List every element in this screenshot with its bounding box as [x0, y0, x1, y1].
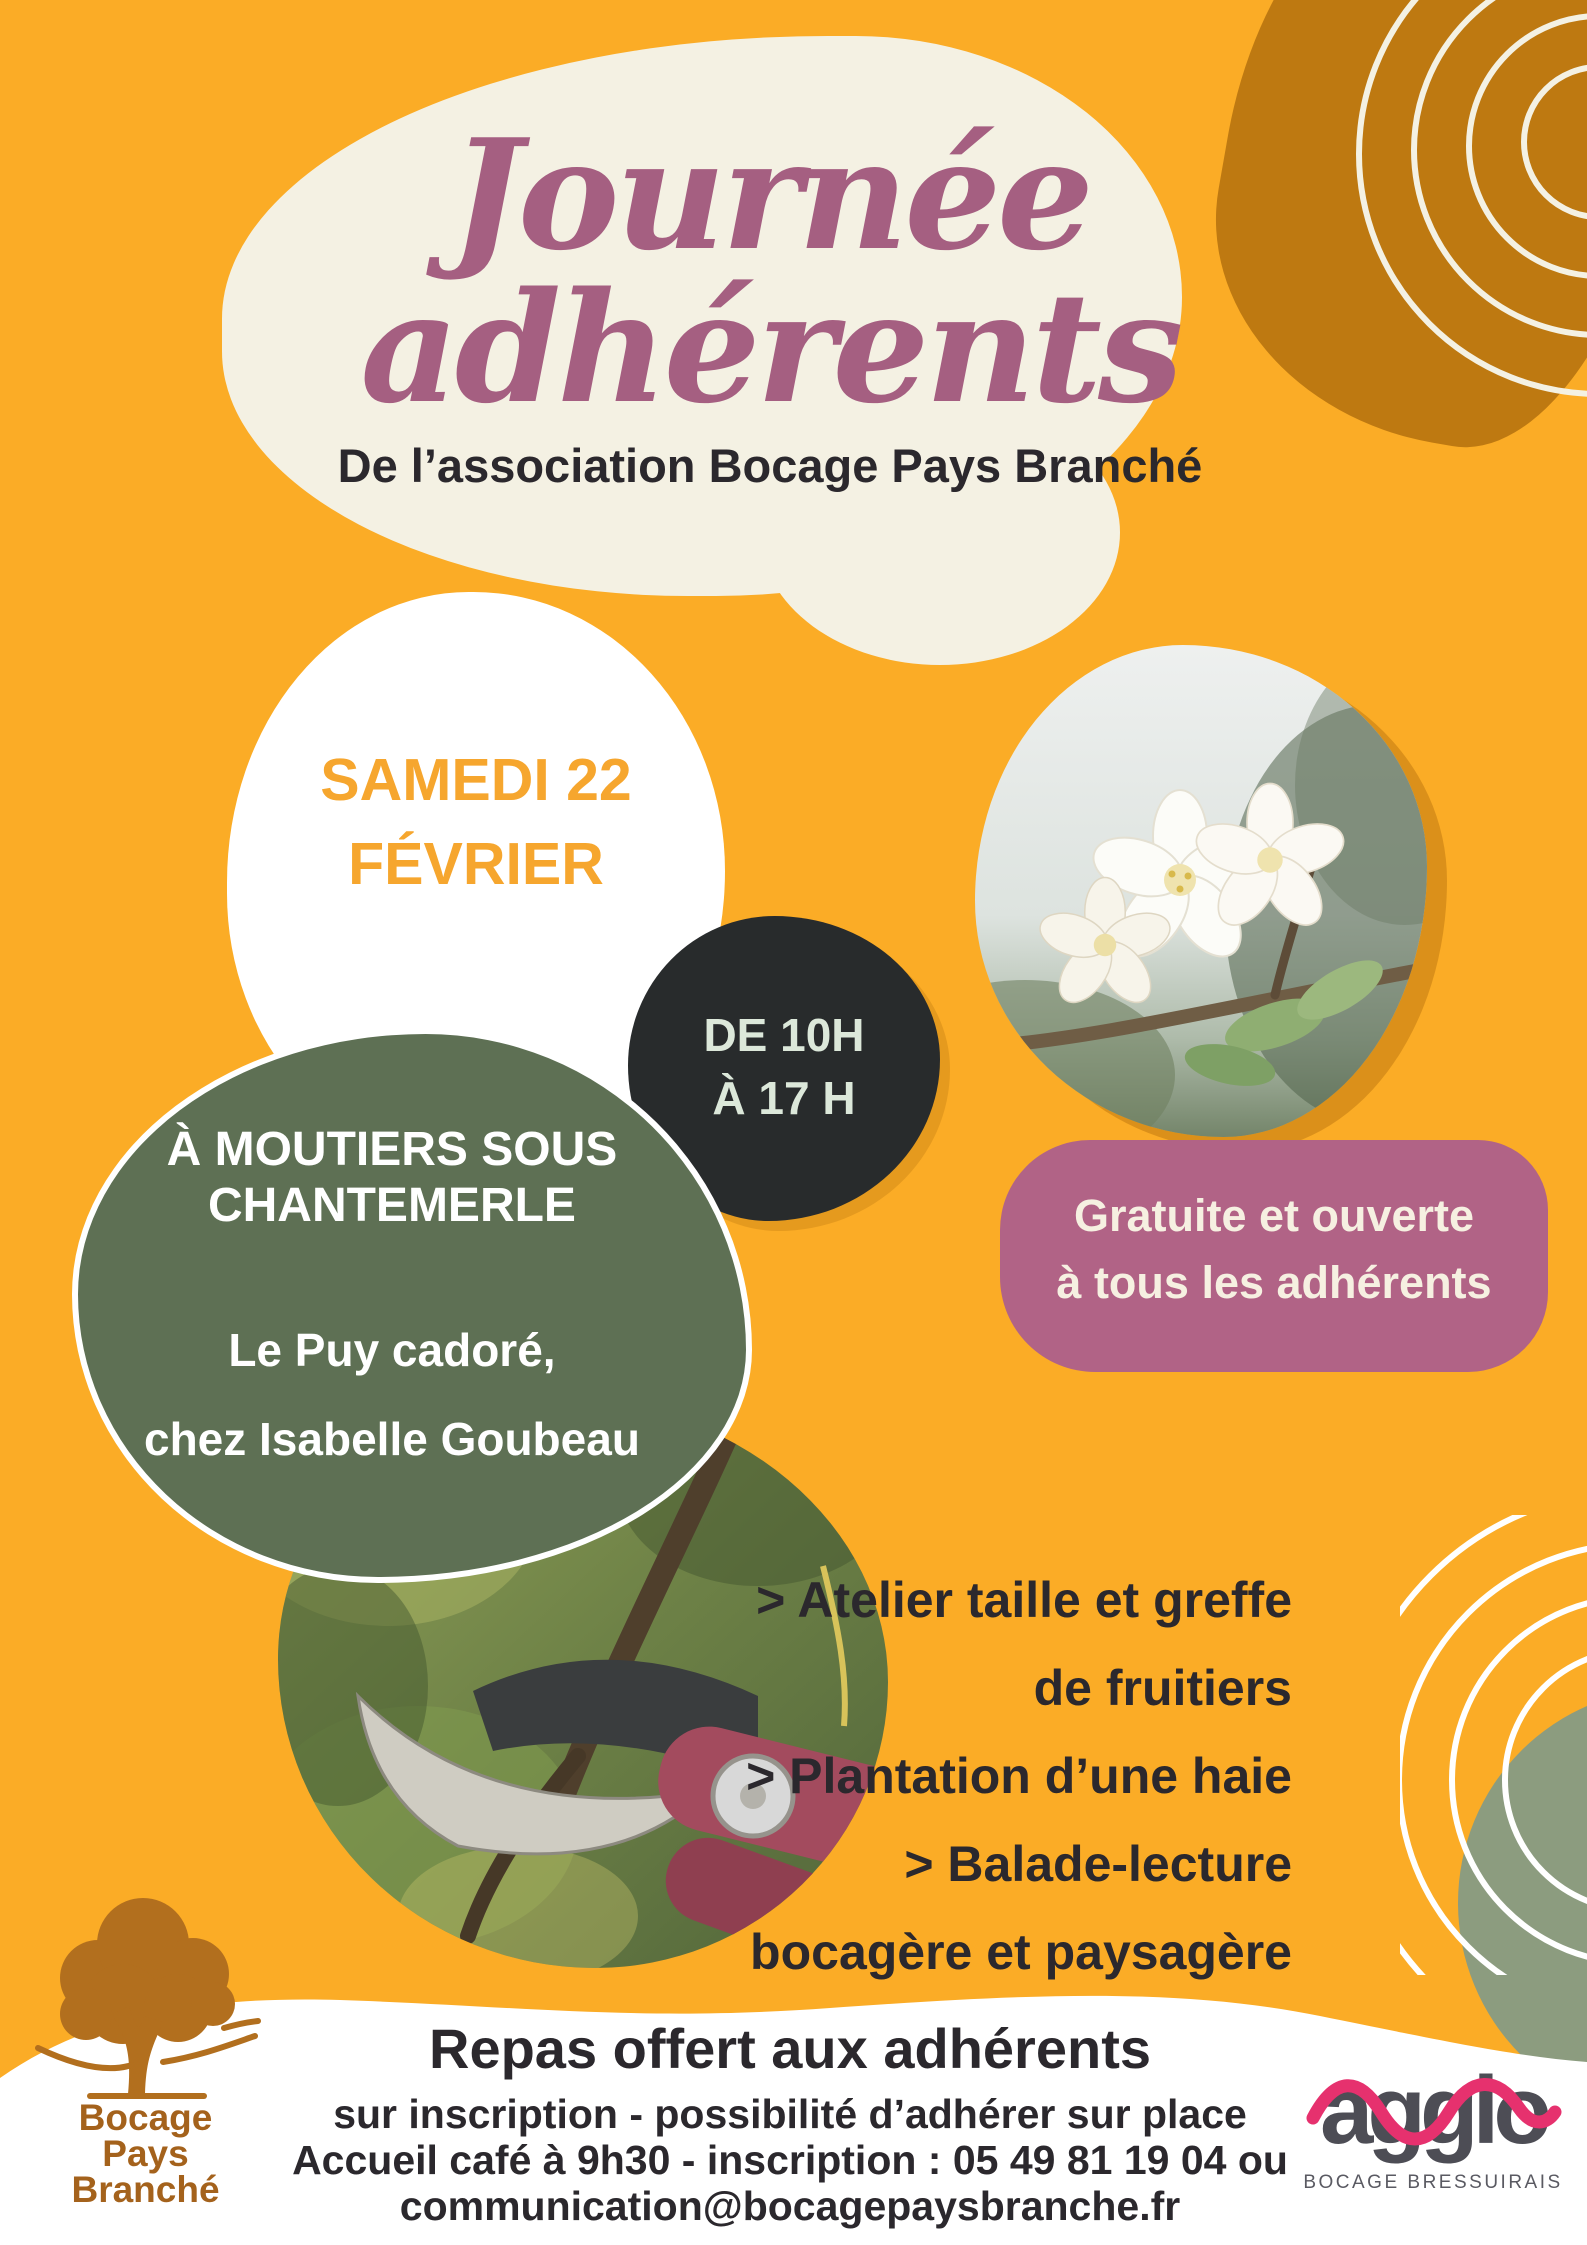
- footer-email: communication@bocagepaysbranche.fr: [399, 2183, 1181, 2229]
- activity-item: > Atelier taille et greffe: [756, 1572, 1292, 1628]
- org-logo-line-1: Bocage: [78, 2097, 213, 2138]
- activity-item: bocagère et paysagère: [750, 1924, 1292, 1980]
- org-logo-text: [28, 2097, 263, 2210]
- location-line-3: Le Puy cadoré,: [228, 1324, 556, 1376]
- admission-line-2: à tous les adhérents: [1056, 1257, 1492, 1308]
- blossom-illustration-icon: [975, 645, 1427, 1137]
- admission-text: [1000, 1182, 1548, 1316]
- location-line-4: chez Isabelle Goubeau: [143, 1413, 640, 1465]
- location-heading: [78, 1122, 706, 1234]
- title-line-1: Journée: [450, 105, 1090, 284]
- contour-lines-icon: [1400, 1515, 1587, 1975]
- date-line-2: FÉVRIER: [348, 831, 604, 897]
- event-time: [628, 1004, 940, 1130]
- time-line-1: DE 10H: [703, 1009, 865, 1061]
- footer-phone-line: Accueil café à 9h30 - inscription : 05 49 81 19 04 ou: [292, 2137, 1288, 2183]
- footer-registration-note: sur inscription - possibilité d’adhérer sur place: [333, 2091, 1247, 2137]
- admission-line-1: Gratuite et ouverte: [1073, 1190, 1475, 1241]
- apple-blossom-photo: [975, 645, 1427, 1137]
- event-date: [227, 738, 725, 906]
- agglo-wave-icon: [1293, 2052, 1573, 2170]
- subtitle: De l’association Bocage Pays Branché: [337, 439, 1203, 492]
- activity-item: > Balade-lecture: [904, 1836, 1292, 1892]
- tree-icon: [28, 1886, 263, 2101]
- date-line-1: SAMEDI 22: [320, 747, 632, 813]
- org-logo-line-3: Branché: [71, 2169, 220, 2210]
- location-line-2: CHANTEMERLE: [207, 1179, 576, 1232]
- activities-list: [512, 1556, 1292, 1996]
- activity-item: de fruitiers: [1033, 1660, 1292, 1716]
- agglo-caption: BOCAGE BRESSUIRAIS: [1303, 2172, 1563, 2193]
- time-line-2: À 17 H: [712, 1072, 856, 1124]
- org-logo-line-2: Pays: [102, 2133, 189, 2174]
- title-line-2: adhérents: [360, 258, 1180, 437]
- admission-blob: [1000, 1140, 1548, 1372]
- org-logo: [28, 1886, 263, 2208]
- footer-info: [150, 2016, 1430, 2229]
- agglo-logo: [1293, 2052, 1573, 2194]
- location-address: [78, 1306, 706, 1484]
- agglo-wordmark: agglo: [1293, 2052, 1573, 2170]
- activity-item: > Plantation d’une haie: [746, 1748, 1292, 1804]
- page-title: [170, 105, 1370, 437]
- footer-title: Repas offert aux adhérents: [429, 2017, 1151, 2080]
- contour-lines-icon: [1347, 0, 1587, 420]
- location-line-1: À MOUTIERS SOUS: [166, 1123, 618, 1176]
